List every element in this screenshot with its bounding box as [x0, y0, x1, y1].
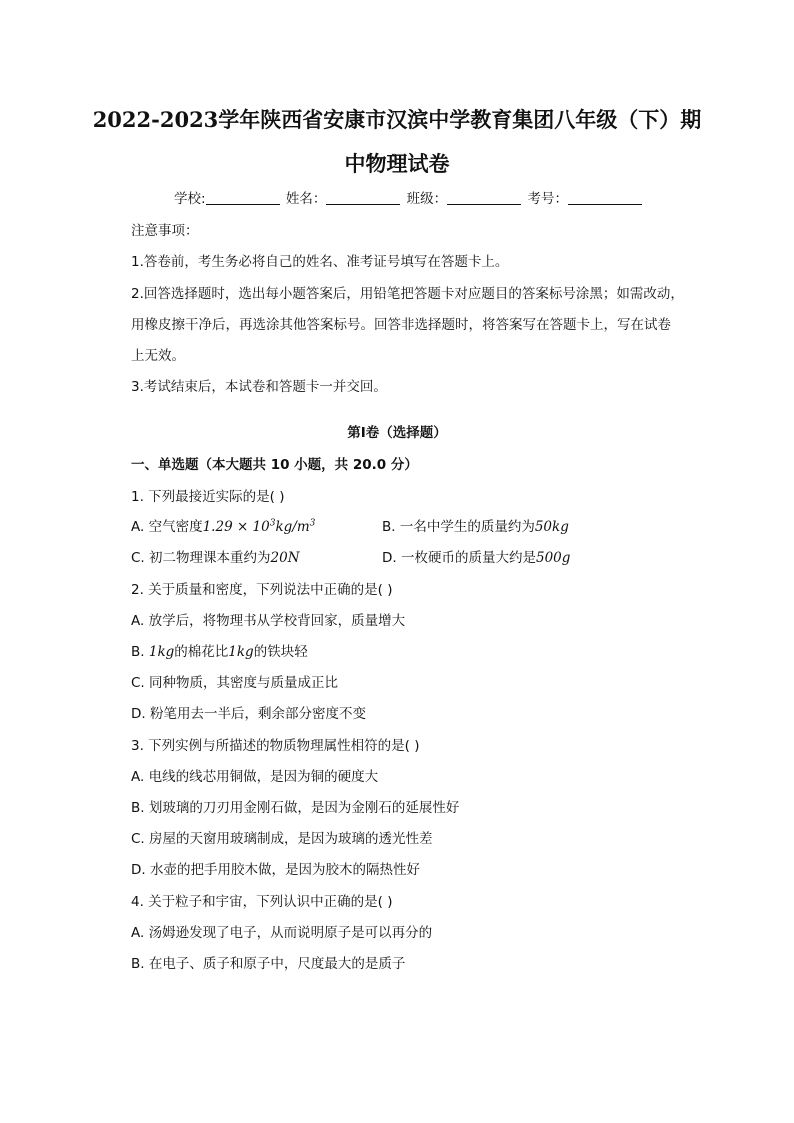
section-title: 第Ⅰ卷（选择题） — [347, 425, 447, 441]
question-3-option-d: D. 水壶的把手用胶木做，是因为胶木的隔热性好 — [131, 862, 420, 878]
option-math-sup: 3 — [269, 518, 276, 529]
option-text: B. — [131, 644, 149, 660]
note-item-1: 1.答卷前，考生务必将自己的姓名、准考证号填写在答题卡上。 — [131, 254, 509, 270]
question-4-option-a: A. 汤姆逊发现了电子，从而说明原子是可以再分的 — [131, 925, 433, 941]
school-label: 学校: — [174, 191, 206, 207]
question-2-stem: 2. 关于质量和密度，下列说法中正确的是( ) — [131, 582, 393, 598]
option-text: C. 初二物理课本重约为 — [131, 550, 271, 566]
school-blank — [206, 190, 280, 205]
option-math-unit: kg/m — [275, 519, 310, 535]
question-1-option-d — [382, 546, 570, 566]
question-4-option-b: B. 在电子、质子和原子中，尺度最大的是质子 — [131, 956, 406, 972]
question-1-stem: 1. 下列最接近实际的是( ) — [131, 489, 285, 505]
question-1-option-b — [382, 515, 569, 535]
question-2-option-d: D. 粉笔用去一半后，剩余部分密度不变 — [131, 706, 366, 722]
option-text: 的棉花比 — [174, 644, 229, 660]
question-2-option-a: A. 放学后，将物理书从学校背回家，质量增大 — [131, 613, 406, 629]
class-label: 班级： — [406, 191, 448, 207]
question-2-option-b — [131, 640, 308, 660]
number-label: 考号： — [527, 191, 568, 207]
question-3-option-a: A. 电线的线芯用铜做，是因为铜的硬度大 — [131, 769, 379, 785]
option-math: 50kg — [534, 519, 569, 535]
option-math-unit-sup: 3 — [309, 518, 316, 529]
question-3-option-b: B. 划玻璃的刀刃用金刚石做，是因为金刚石的延展性好 — [131, 800, 460, 816]
option-math: 20N — [270, 550, 300, 566]
exam-title-line1: 2022-2023学年陕西省安康市汉滨中学教育集团八年级（下）期 — [92, 107, 702, 132]
note-item-3: 3.考试结束后，本试卷和答题卡一并交回。 — [131, 379, 387, 395]
name-blank — [326, 190, 400, 205]
student-info-row — [174, 187, 644, 207]
question-4-stem: 4. 关于粒子和宇宙，下列认识中正确的是( ) — [131, 894, 393, 910]
part-heading: 一、单选题（本大题共 10 小题，共 20.0 分） — [131, 457, 418, 473]
option-math: 1kg — [228, 644, 254, 660]
option-text: B. 一名中学生的质量约为 — [382, 519, 535, 535]
question-1-option-a — [131, 515, 315, 535]
note-item-2-line3: 上无效。 — [131, 348, 185, 364]
note-item-2-line1: 2.回答选择题时，选出每小题答案后，用铅笔把答题卡对应题目的答案标号涂黑；如需改动， — [131, 286, 684, 302]
class-blank — [447, 190, 521, 205]
option-text: A. 空气密度 — [131, 519, 203, 535]
option-text: 的铁块轻 — [253, 644, 308, 660]
option-math: 1.29 × 10 — [202, 519, 270, 535]
question-2-option-c: C. 同种物质，其密度与质量成正比 — [131, 675, 339, 691]
question-1-option-c — [131, 546, 300, 566]
question-3-stem: 3. 下列实例与所描述的物质物理属性相符的是( ) — [131, 738, 420, 754]
notes-heading: 注意事项： — [131, 223, 199, 239]
number-blank — [568, 190, 642, 205]
question-3-option-c: C. 房屋的天窗用玻璃制成，是因为玻璃的透光性差 — [131, 831, 433, 847]
note-item-2-line2: 用橡皮擦干净后，再选涂其他答案标号。回答非选择题时，将答案写在答题卡上，写在试卷 — [131, 317, 671, 333]
option-math: 1kg — [148, 644, 175, 660]
option-math: 500g — [535, 550, 571, 566]
exam-title-line2: 中物理试卷 — [344, 151, 450, 176]
name-label: 姓名： — [285, 191, 327, 207]
option-text: D. 一枚硬币的质量大约是 — [382, 550, 536, 566]
